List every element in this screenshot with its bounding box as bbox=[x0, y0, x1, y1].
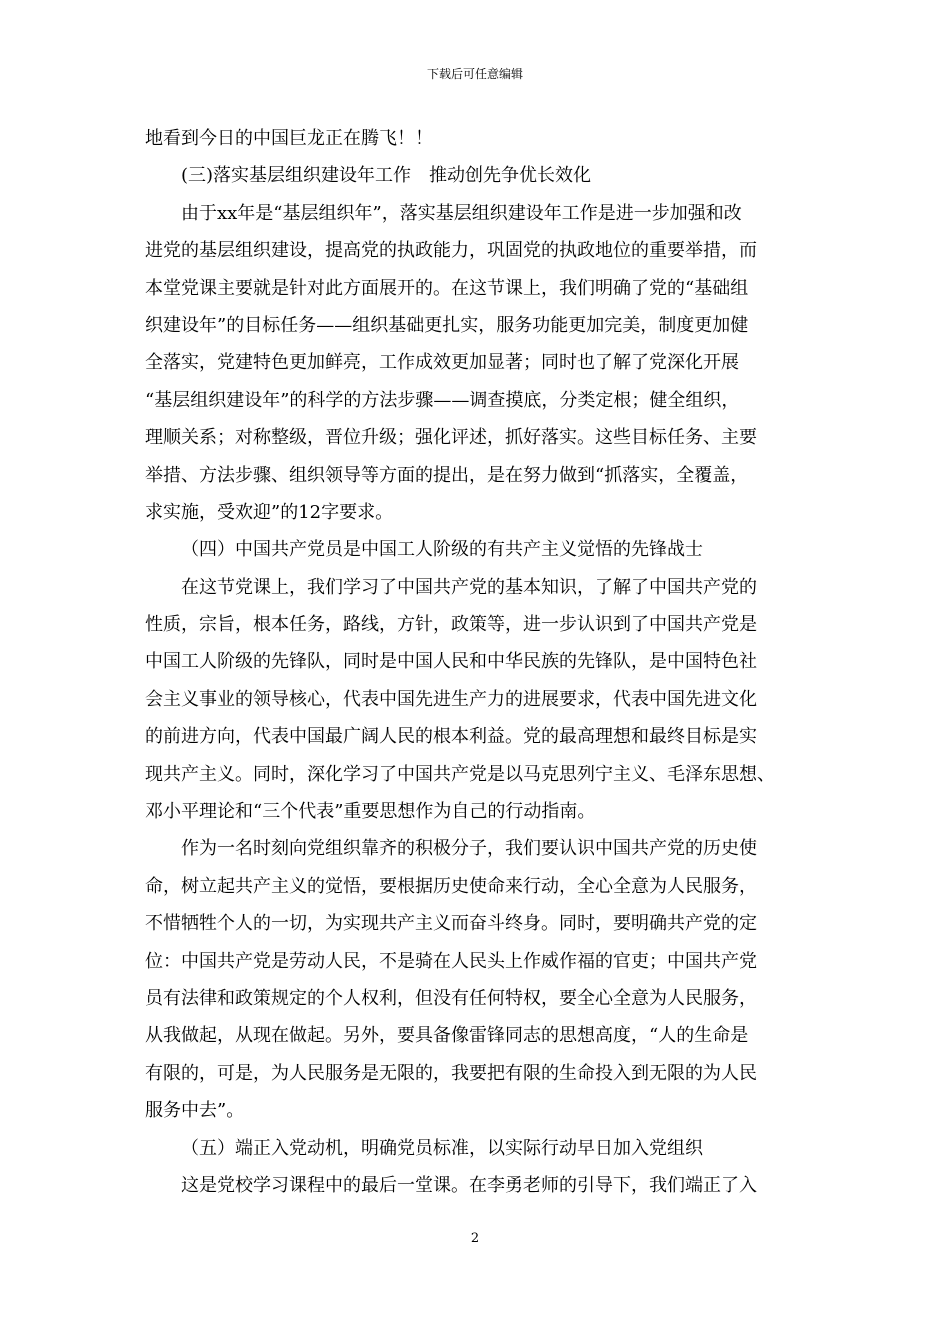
text-line: 不惜牺牲个人的一切，为实现共产主义而奋斗终身。同时，要明确共产党的定 bbox=[145, 913, 757, 935]
section-heading: (三)落实基层组织建设年工作 推动创先争优长效化 bbox=[181, 165, 592, 187]
text-line: 这是党校学习课程中的最后一堂课。在李勇老师的引导下，我们端正了入 bbox=[181, 1174, 757, 1196]
text-line: “基层组织建设年”的科学的方法步骤——调查摸底，分类定根；健全组织， bbox=[145, 389, 740, 411]
text-line: 现共产主义。同时，深化学习了中国共产党是以马克思列宁主义、毛泽东思想、 bbox=[145, 763, 775, 785]
text-line: 从我做起，从现在做起。另外，要具备像雷锋同志的思想高度，“人的生命是 bbox=[145, 1025, 749, 1047]
section-heading: （四）中国共产党员是中国工人阶级的有共产主义觉悟的先锋战士 bbox=[181, 539, 703, 561]
text-line: 性质，宗旨，根本任务，路线，方针，政策等，进一步认识到了中国共产党是 bbox=[145, 614, 757, 636]
text-line: 位：中国共产党是劳动人民，不是骑在人民头上作威作福的官吏；中国共产党 bbox=[145, 950, 757, 972]
text-line: 全落实，党建特色更加鲜亮，工作成效更加显著；同时也了解了党深化开展 bbox=[145, 352, 739, 374]
text-line: 理顺关系；对称整级，晋位升级；强化评述，抓好落实。这些目标任务、主要 bbox=[145, 427, 757, 449]
text-line: 在这节党课上，我们学习了中国共产党的基本知识，了解了中国共产党的 bbox=[181, 576, 757, 598]
text-line: 中国工人阶级的先锋队，同时是中国人民和中华民族的先锋队，是中国特色社 bbox=[145, 651, 757, 673]
text-line: 员有法律和政策规定的个人权利，但没有任何特权，要全心全意为人民服务， bbox=[145, 987, 757, 1009]
document-body bbox=[145, 120, 810, 1204]
section-heading: （五）端正入党动机，明确党员标准，以实际行动早日加入党组织 bbox=[181, 1137, 703, 1159]
text-line: 进党的基层组织建设，提高党的执政能力，巩固党的执政地位的重要举措，而 bbox=[145, 240, 757, 262]
text-line: 命，树立起共产主义的觉悟，要根据历史使命来行动，全心全意为人民服务， bbox=[145, 875, 757, 897]
text-line: 地看到今日的中国巨龙正在腾飞！！ bbox=[145, 128, 433, 149]
text-line: 作为一名时刻向党组织靠齐的积极分子，我们要认识中国共产党的历史使 bbox=[181, 838, 757, 860]
text-line: 由于xx年是“基层组织年”，落实基层组织建设年工作是进一步加强和改 bbox=[181, 202, 742, 224]
text-line: 邓小平理论和“三个代表”重要思想作为自己的行动指南。 bbox=[145, 801, 596, 823]
text-line: 求实施，受欢迎”的12字要求。 bbox=[145, 501, 394, 523]
text-line: 服务中去”。 bbox=[145, 1100, 245, 1122]
page-header: 下载后可任意编辑 bbox=[426, 67, 523, 81]
text-line: 本堂党课主要就是针对此方面展开的。在这节课上，我们明确了党的“基础组 bbox=[145, 277, 749, 299]
text-line: 织建设年”的目标任务——组织基础更扎实，服务功能更加完美，制度更加健 bbox=[145, 314, 749, 336]
text-line: 举措、方法步骤、组织领导等方面的提出，是在努力做到“抓落实，全覆盖， bbox=[145, 464, 749, 486]
text-line: 有限的，可是，为人民服务是无限的，我要把有限的生命投入到无限的为人民 bbox=[145, 1062, 757, 1084]
text-line: 的前进方向，代表中国最广阔人民的根本利益。党的最高理想和最终目标是实 bbox=[145, 726, 757, 748]
text-line: 会主义事业的领导核心，代表中国先进生产力的进展要求，代表中国先进文化 bbox=[145, 688, 757, 710]
page-number: 2 bbox=[470, 1231, 480, 1246]
